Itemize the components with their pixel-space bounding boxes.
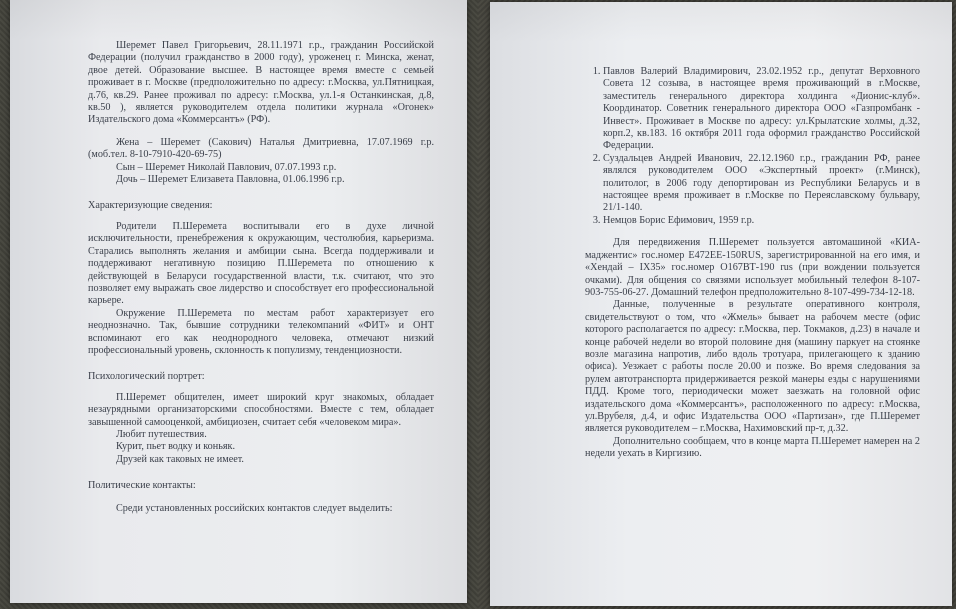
left_page-paragraph: Друзей как таковых не имеет. [116, 453, 244, 465]
left_page-paragraph: Психологический портрет: [88, 371, 205, 383]
right-page-text [585, 66, 920, 461]
left_page-paragraph: Жена – Шеремет (Сакович) Наталья Дмитриевна, 17.07.1969 г.р. (моб.тел. 8-10-7910-420-69-75) [88, 136, 434, 161]
left_page-paragraph: Характеризующие сведения: [88, 200, 213, 212]
left_page-paragraph: Окружение П.Шеремета по местам работ характеризует его неоднозначно. Так, бывшие сотрудники телекомпаний «ФИТ» и ОНТ вспоминают его как неоднородного человека, отмечают низкий профессиональный уровень, склонность к популизму, тенденциозности. [88, 307, 434, 356]
left_page-paragraph: Шеремет Павел Григорьевич, 28.11.1971 г.р., гражданин Российской Федерации (получил гражданство в 2000 году), уроженец г. Минска, женат, двое детей. Образование высшее. В настоящее время вместе с семьей проживает в г. Москве (предположительно по адресу: г.Москва, ул.Пятницкая, д.76, кв.29. Ранее проживал по адресу: г.Москва, ул.1-я Останкинская, д.8, кв.50 ), является руководителем отдела политики журнала «Огонек» Издательского дома «Коммерсантъ» (РФ). [88, 40, 434, 126]
contact-item: 1. Павлов Валерий Владимирович, 23.02.1952 г.р., депутат Верховного Совета 12 созыва, в настоящее время проживающий в г.Москве, заместитель генерального директора холдинга «Дионис-клуб». Координатор. Советник генерального директора ООО «Газпромбанк - Инвест». Проживает в Москве по адресу: ул.Крылатские холмы, д.32, корп.2, кв.183. 16 октября 2011 года оформил гражданство Российской Федерации. [603, 66, 920, 153]
right_page-paragraph: Для передвижения П.Шеремет пользуется автомашиной «КИА-маджентис» гос.номер Е472ЕЕ-150RUS, зарегистрированной на его имя, и «Хендай – IX35» гос.номер О167ВТ-190 rus (при вождении пользуется очками). Для общения со связями использует мобильный телефон 8-107-903-755-06-27. Домашний телефон предположительно 8-107-499-734-12-18. [585, 237, 920, 298]
left_page-paragraph: Среди установленных российских контактов следует выделить: [116, 502, 393, 514]
right-paragraphs [585, 237, 920, 460]
left_page-paragraph: Любит путешествия. [116, 428, 207, 440]
left_page-paragraph: П.Шеремет общителен, имеет широкий круг знакомых, обладает незаурядными организаторскими способностями. Вместе с тем, обладает завышенной самооценкой, амбициозен, считает себя «человеком мира». [88, 391, 434, 428]
contact-item: 2. Суздальцев Андрей Иванович, 22.12.1960 г.р., гражданин РФ, ранее являлся руководителем ООО «Экспертный проект» (г.Минск), политолог, в 2006 году депортирован из Республики Беларусь и в настоящее время проживает в г.Москве по Переяславскому бульвару, 21/1-140. [603, 153, 920, 215]
left_page-paragraph: Политические контакты: [88, 480, 196, 492]
right_page-paragraph: Дополнительно сообщаем, что в конце марта П.Шеремет намерен на 2 недели уехать в Киргизию. [585, 435, 920, 460]
page-shade [10, 0, 467, 40]
contacts-list [585, 66, 920, 227]
left_page-paragraph: Сын – Шеремет Николай Павлович, 07.07.1993 г.р. [116, 161, 337, 173]
right_page-paragraph: Данные, полученные в результате оперативного контроля, свидетельствуют о том, что «Жмель» бывает на рабочем месте (офис которого располагается по адресу: г.Москва, пер. Токмаков, д.23) в начале и конце рабочей недели во второй половине дня (машину паркует на стоянке возле магазина напротив, либо вдоль тротуара, прилегающего к зданию офиса). Уезжает с работы после 20.00 и позже. Во время следования за рулем автотранспорта придерживается резкой манеры езды с нарушениями ПДД. Кроме того, периодически может заезжать на головной офис издательского дома «Коммерсантъ», расположенного по адресу: г.Москва, ул.Врубеля, д.4, и офис Издательства ООО «Партизан», где П.Шеремет является руководителем – г.Москва, Нахимовский пр-т, д.32. [585, 299, 920, 435]
left_page-paragraph: Дочь – Шеремет Елизавета Павловна, 01.06.1996 г.р. [116, 174, 345, 186]
page-shade [490, 2, 952, 42]
left_page-paragraph: Родители П.Шеремета воспитывали его в духе личной исключительности, пренебрежения к окружающим, честолюбия, карьеризма. Старались выполнять желания и амбиции сына. Всегда поддерживали и поддерживают негативную позицию П.Шеремета по отношению к действующей в Беларуси государственной власти, т.к. считают, что это позволяет ему выражать свое лидерство и способствует его профессиональной карьере. [88, 220, 434, 307]
document-page-left [10, 0, 467, 603]
left_page-paragraph: Курит, пьет водку и коньяк. [116, 441, 236, 453]
contact-item: 3. Немцов Борис Ефимович, 1959 г.р. [603, 215, 920, 227]
left-page-text [88, 40, 434, 515]
document-page-right [490, 2, 952, 606]
